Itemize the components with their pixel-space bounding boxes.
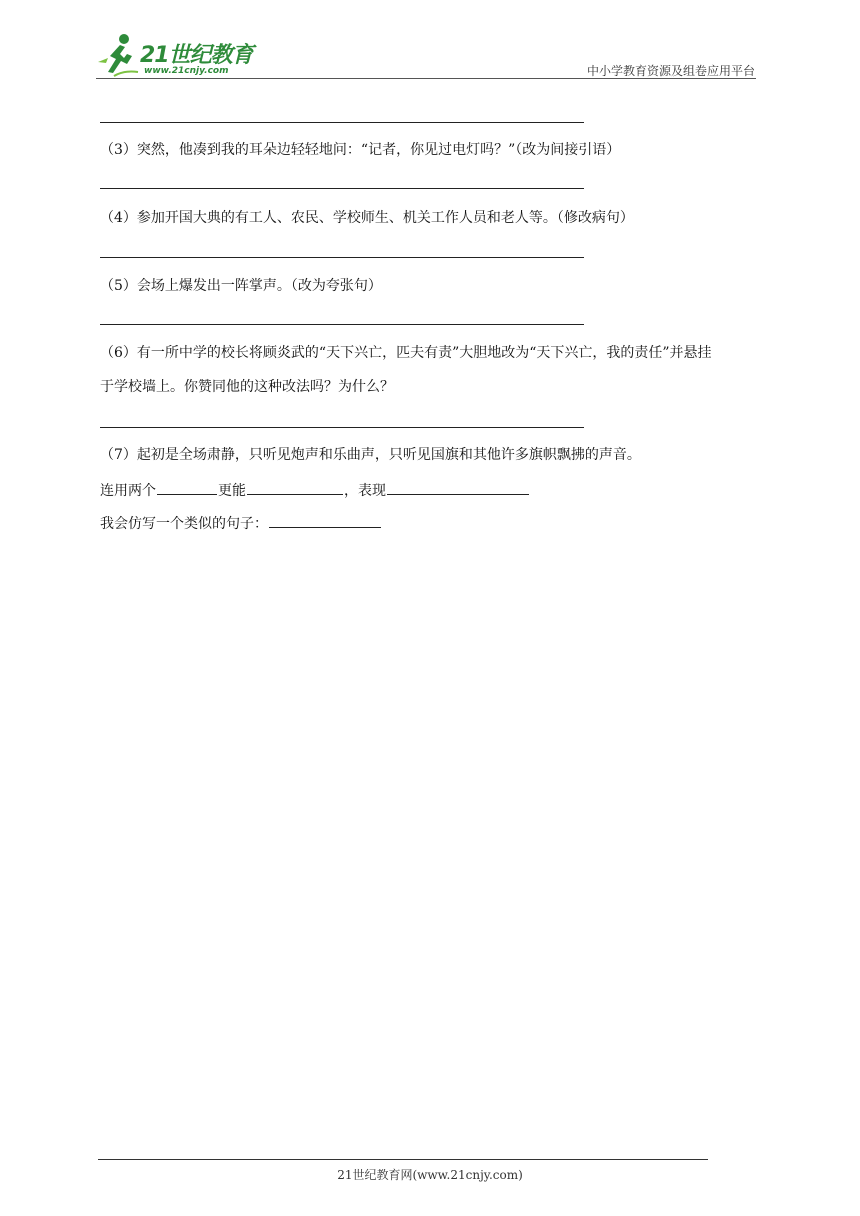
question-6-line-1: （6）有一所中学的校长将顾炎武的“天下兴亡，匹夫有责”大胆地改为“天下兴亡，我的责任”并悬挂 xyxy=(100,345,712,361)
fill-blank-1[interactable] xyxy=(157,480,217,495)
answer-line-q4 xyxy=(100,257,584,258)
logo-text: 21世纪教育 xyxy=(140,43,253,68)
imitate-blank[interactable] xyxy=(269,513,381,528)
question-4: （4）参加开国大典的有工人、农民、学校师生、机关工作人员和老人等。（修改病句） xyxy=(100,210,634,226)
site-logo xyxy=(94,30,264,80)
answer-line-q5 xyxy=(100,324,584,325)
fill-text-1: 连用两个 xyxy=(100,483,156,499)
answer-line-q3 xyxy=(100,188,584,189)
question-3: （3）突然，他凑到我的耳朵边轻轻地问：“记者，你见过电灯吗？”（改为间接引语） xyxy=(100,142,621,158)
answer-line-q2 xyxy=(100,122,584,123)
running-figure-icon xyxy=(94,32,140,78)
logo-url: www.21cnjy.com xyxy=(144,66,229,76)
footer-divider xyxy=(98,1159,708,1160)
header-platform-name: 中小学教育资源及组卷应用平台 xyxy=(586,64,755,78)
question-7-fill-sentence xyxy=(100,480,530,500)
question-7: （7）起初是全场肃静，只听见炮声和乐曲声，只听见国旗和其他许多旗帜飘拂的声音。 xyxy=(100,447,641,463)
question-5: （5）会场上爆发出一阵掌声。（改为夸张句） xyxy=(100,278,382,294)
question-7-imitate xyxy=(100,513,382,533)
fill-text-3: ，表现 xyxy=(344,483,386,499)
footer-text: 21世纪教育网(www.21cnjy.com) xyxy=(337,1168,523,1182)
imitate-prompt: 我会仿写一个类似的句子： xyxy=(100,516,268,532)
fill-blank-3[interactable] xyxy=(387,480,529,495)
fill-blank-2[interactable] xyxy=(247,480,343,495)
fill-text-2: 更能 xyxy=(218,483,246,499)
answer-line-q6 xyxy=(100,427,584,428)
header-divider xyxy=(96,78,756,79)
question-6-line-2: 于学校墙上。你赞同他的这种改法吗？为什么？ xyxy=(100,379,394,395)
